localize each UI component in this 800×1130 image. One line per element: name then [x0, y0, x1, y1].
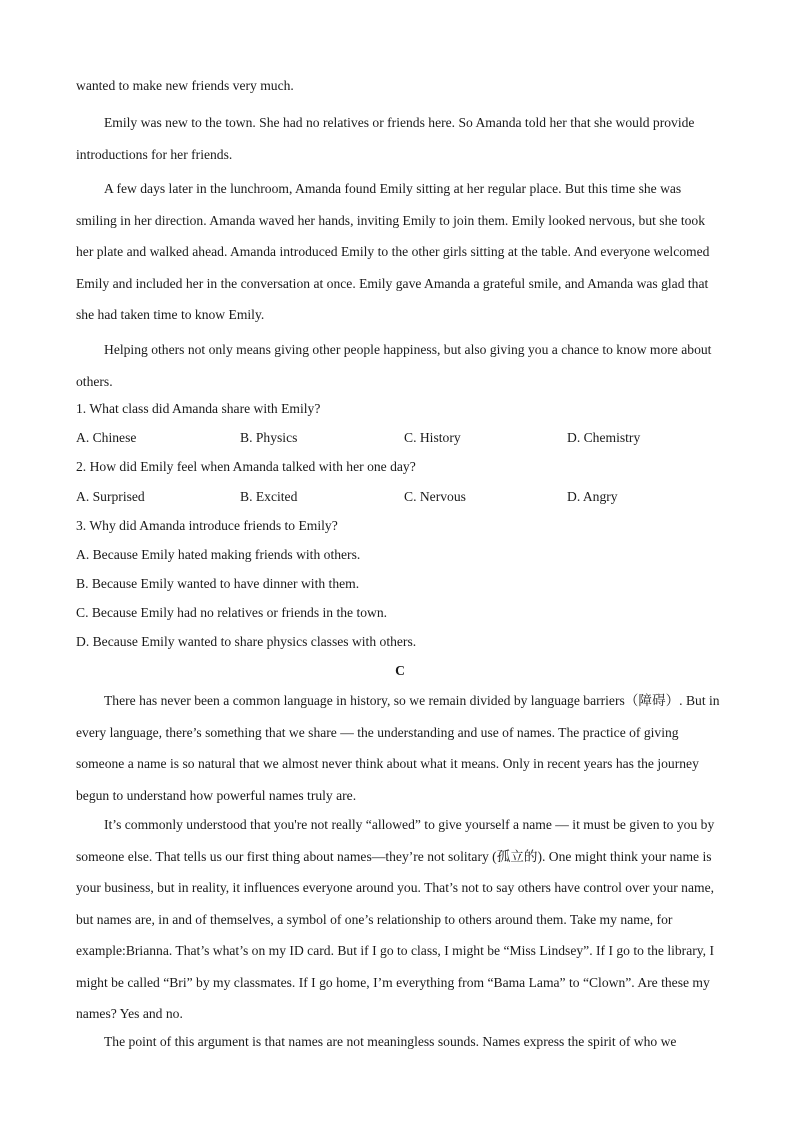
option-d: D. Because Emily wanted to share physics classes with others.	[76, 634, 417, 649]
option-c: C. History	[404, 430, 461, 445]
question-options	[76, 489, 736, 509]
section-heading: C	[395, 663, 405, 678]
paragraph-text: It’s commonly understood that you're not really “allowed” to give yourself a name — it must be given to you by someone else. That tells us our first thing about names—they’re not solitary (孤立的). One might think your name is your business, but in reality, it influences everyone around you. That’s not to say others have control over your name, but names are, in and of themselves, a symbol of one’s relationship to others around them. Take my name, for example:Brianna. That’s what’s on my ID card. But if I go to class, I might be “Miss Lindsey”. If I go to the library, I might be called “Bri” by my classmates. If I go home, I’m everything from “Bama Lama” to “Clown”. Are these my names? Yes and no.	[76, 817, 715, 1021]
paragraph-continuation: wanted to make new friends very much.	[76, 78, 294, 93]
paragraph-text: The point of this argument is that names are not meaningless sounds. Names express the spirit of who we	[104, 1034, 677, 1049]
question-stem: 2. How did Emily feel when Amanda talked with her one day?	[76, 459, 416, 474]
paragraph-text: Emily was new to the town. She had no relatives or friends here. So Amanda told her that she would provide introductions for her friends.	[76, 115, 695, 162]
option-b: B. Because Emily wanted to have dinner with them.	[76, 576, 360, 591]
question-options	[76, 430, 736, 450]
paragraph-text: A few days later in the lunchroom, Amanda found Emily sitting at her regular place. But this time she was smiling in her direction. Amanda waved her hands, inviting Emily to join them. Emily looked nervous, but she took her plate and walked ahead. Amanda introduced Emily to the other girls sitting at the table. And everyone welcomed Emily and included her in the conversation at once. Emily gave Amanda a grateful smile, and Amanda was glad that she had taken time to know Emily.	[76, 181, 710, 322]
paragraph-language	[76, 685, 724, 811]
option-c: C. Because Emily had no relatives or friends in the town.	[76, 605, 388, 620]
question-stem: 1. What class did Amanda share with Emily?	[76, 401, 321, 416]
option-b: B. Physics	[240, 430, 298, 445]
paragraph-helping-others	[76, 334, 724, 397]
option-a: A. Surprised	[76, 489, 145, 504]
option-b: B. Excited	[240, 489, 298, 504]
paragraph-text: Helping others not only means giving other people happiness, but also giving you a chance to know more about others.	[76, 342, 712, 389]
paragraph-names-given	[76, 809, 724, 1030]
option-a: A. Because Emily hated making friends with others.	[76, 547, 361, 562]
option-a: A. Chinese	[76, 430, 137, 445]
paragraph-emily-new	[76, 107, 724, 170]
paragraph-text: There has never been a common language in history, so we remain divided by language barriers（障碍）. But in every language, there’s something that we share — the understanding and use of names. The practice of giving someone a name is so natural that we almost never think about what it means. Only in recent years has the journey begun to understand how powerful names truly are.	[76, 693, 720, 803]
option-d: D. Chemistry	[567, 430, 641, 445]
option-c: C. Nervous	[404, 489, 466, 504]
option-d: D. Angry	[567, 489, 618, 504]
paragraph-lunchroom	[76, 173, 724, 331]
question-stem: 3. Why did Amanda introduce friends to Emily?	[76, 518, 338, 533]
paragraph-point	[76, 1026, 724, 1058]
